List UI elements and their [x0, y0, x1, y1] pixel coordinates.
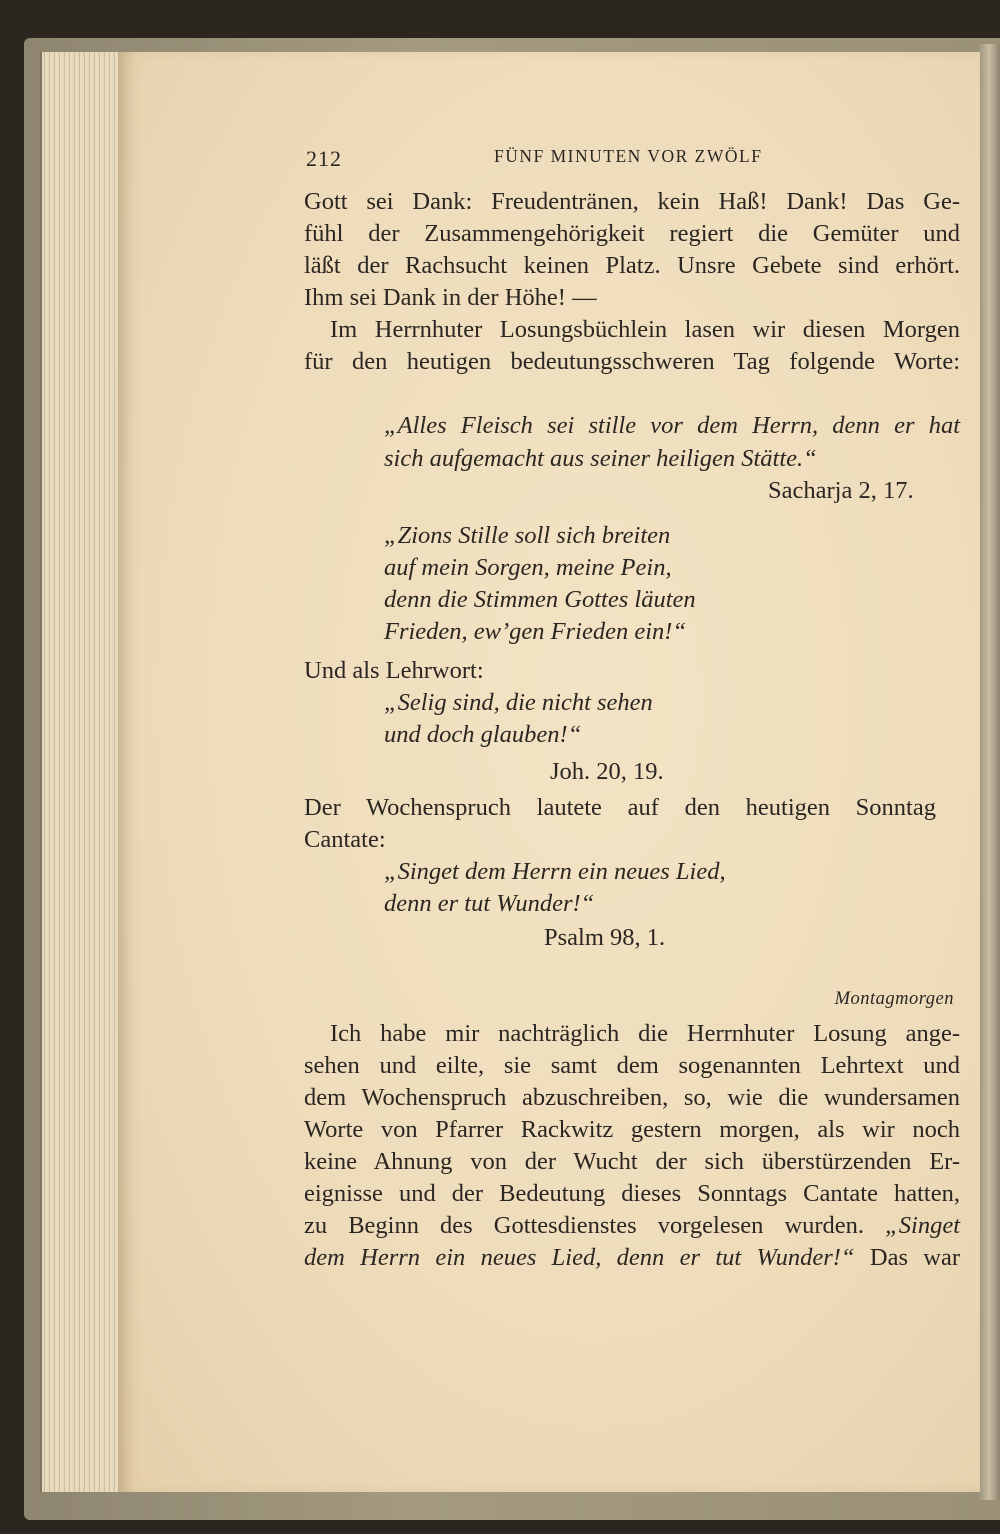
text-line: fühl der Zusammengehörigkeit regiert die Gemüter und: [304, 220, 960, 247]
text-line: Der Wochenspruch lautete auf den heutigen Sonntag: [304, 794, 936, 821]
quote-line: „Selig sind, die nicht sehen: [384, 689, 653, 716]
text-line: sehen und eilte, sie samt dem sogenannten Lehrtext und: [304, 1052, 960, 1079]
bible-reference: Joh. 20, 19.: [550, 758, 664, 785]
text-line: Im Herrnhuter Losungsbüchlein lasen wir diesen Morgen: [330, 316, 960, 343]
verse-line: denn die Stimmen Gottes läuten: [384, 586, 696, 613]
text-line: Worte von Pfarrer Rackwitz gestern morgen, als wir noch: [304, 1116, 960, 1143]
verse-line: „Zions Stille soll sich breiten: [384, 522, 671, 549]
italic-segment: „Singet: [885, 1212, 961, 1239]
text-line: Cantate:: [304, 826, 386, 853]
book-spine-edge: [978, 44, 1000, 1500]
verse-line: auf mein Sorgen, meine Pein,: [384, 554, 672, 581]
text-line: dem Wochenspruch abzuschreiben, so, wie die wundersamen: [304, 1084, 960, 1111]
bible-reference: Sacharja 2, 17.: [768, 477, 914, 504]
text-line: Ihm sei Dank in der Höhe! —: [304, 284, 597, 311]
quote-line: und doch glauben!“: [384, 721, 582, 748]
text-line: läßt der Rachsucht keinen Platz. Unsre Gebete sind erhört.: [304, 252, 960, 279]
running-title: FÜNF MINUTEN VOR ZWÖLF: [494, 146, 763, 166]
text-segment: zu Beginn des Gottesdienstes vorgelesen wurden.: [304, 1212, 865, 1239]
text-line: Ich habe mir nachträglich die Herrnhuter Losung ange-: [330, 1020, 960, 1047]
quote-line: „Alles Fleisch sei stille vor dem Herrn, denn er hat: [384, 412, 960, 439]
text-line: Und als Lehrwort:: [304, 657, 484, 684]
text-line: für den heutigen bedeutungsschweren Tag folgende Worte:: [304, 348, 960, 375]
page-number: 212: [306, 146, 342, 171]
quote-line: „Singet dem Herrn ein neues Lied,: [384, 858, 726, 885]
dateline: Montagmorgen: [834, 989, 954, 1009]
text-line: [304, 1242, 960, 1274]
verse-line: Frieden, ew’gen Frieden ein!“: [384, 618, 687, 645]
text-line: [304, 1210, 960, 1242]
bible-reference: Psalm 98, 1.: [544, 924, 666, 951]
text-line: eignisse und der Bedeutung dieses Sonntags Cantate hatten,: [304, 1180, 960, 1207]
quote-line: denn er tut Wunder!“: [384, 890, 595, 917]
italic-segment: dem Herrn ein neues Lied, denn er tut Wunder!“: [304, 1244, 855, 1271]
quote-line: sich aufgemacht aus seiner heiligen Stätte.“: [384, 445, 817, 472]
text-line: keine Ahnung von der Wucht der sich überstürzenden Er-: [304, 1148, 960, 1175]
text-line: Gott sei Dank: Freudentränen, kein Haß! Dank! Das Ge-: [304, 188, 960, 215]
text-segment: Das war: [869, 1244, 961, 1271]
